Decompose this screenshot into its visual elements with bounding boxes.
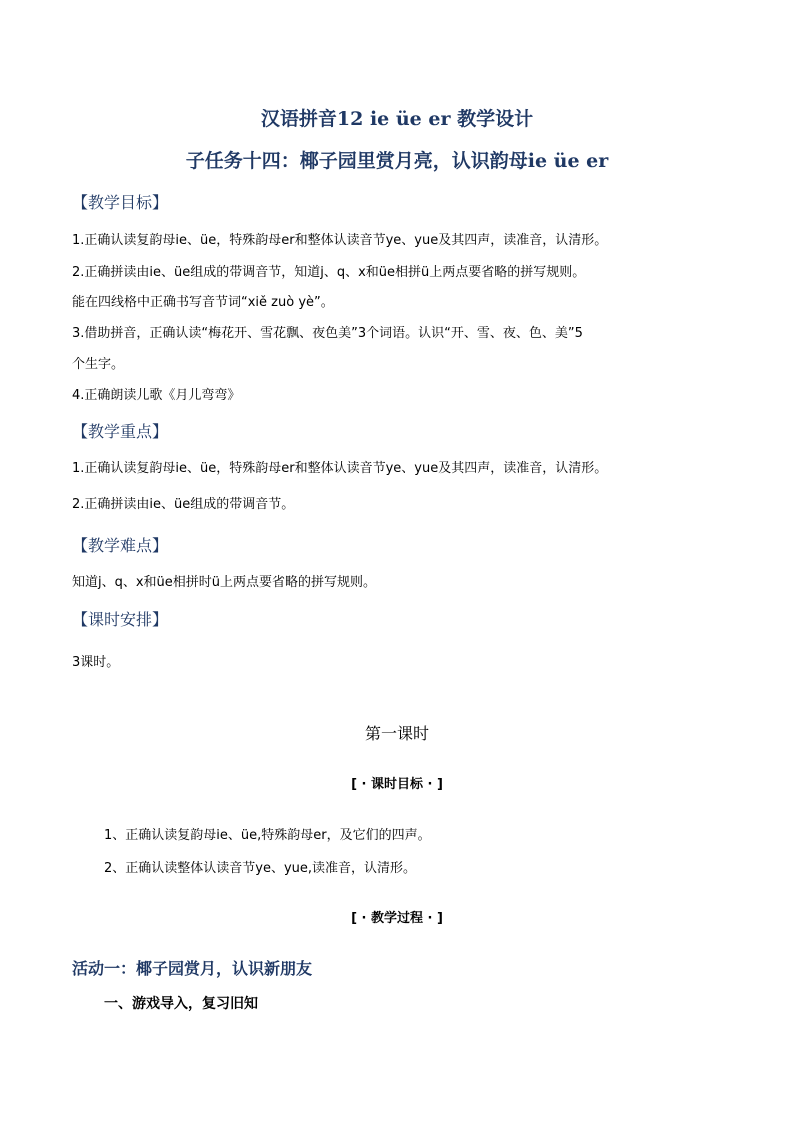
lesson-title: 第一课时 [364,724,429,743]
subsection-title: 一、游戏导入，复习旧知 [104,996,258,1012]
document-subtitle: 子任务十四：椰子园里赏月亮，认识韵母ie üe er [185,150,609,172]
difficulties-line: 知道j、q、x和üe相拼时ü上两点要省略的拼写规则。 [72,575,377,590]
objectives-line: 2.正确拼读由ie、üe组成的带调音节，知道j、q、x和üe相拼ü上两点要省略的拼写规则。 [72,265,586,280]
key-points-heading: 【教学重点】 [72,422,169,441]
document-title: 汉语拼音12 ie üe er 教学设计 [260,108,534,130]
lesson-process-label: [ · 教学过程 · ] [351,911,443,926]
key-points-line: 1.正确认读复韵母ie、üe，特殊韵母er和整体认读音节ye、yue及其四声，读准音，认清形。 [72,461,608,476]
schedule-line: 3课时。 [72,655,120,670]
activity-title: 活动一：椰子园赏月，认识新朋友 [72,959,313,978]
lesson-goal-item: 2、正确认读整体认读音节ye、yue,读准音，认清形。 [104,861,417,876]
objectives-line: 1.正确认读复韵母ie、üe，特殊韵母er和整体认读音节ye、yue及其四声，读准音，认清形。 [72,233,608,248]
objectives-line: 个生字。 [72,357,125,372]
lesson-goal-item: 1、正确认读复韵母ie、üe,特殊韵母er，及它们的四声。 [104,828,431,843]
objectives-line: 能在四线格中正确书写音节词“xiě zuò yè”。 [72,295,334,310]
schedule-heading: 【课时安排】 [72,610,169,629]
lesson-goals-label: [ · 课时目标 · ] [351,777,443,792]
objectives-line: 4.正确朗读儿歌《月儿弯弯》 [72,388,241,403]
difficulties-heading: 【教学难点】 [72,536,169,555]
objectives-heading: 【教学目标】 [72,193,169,212]
key-points-line: 2.正确拼读由ie、üe组成的带调音节。 [72,497,295,512]
objectives-line: 3.借助拼音，正确认读“梅花开、雪花飘、夜色美”3个词语。认识“开、雪、夜、色、美”5 [72,326,583,341]
